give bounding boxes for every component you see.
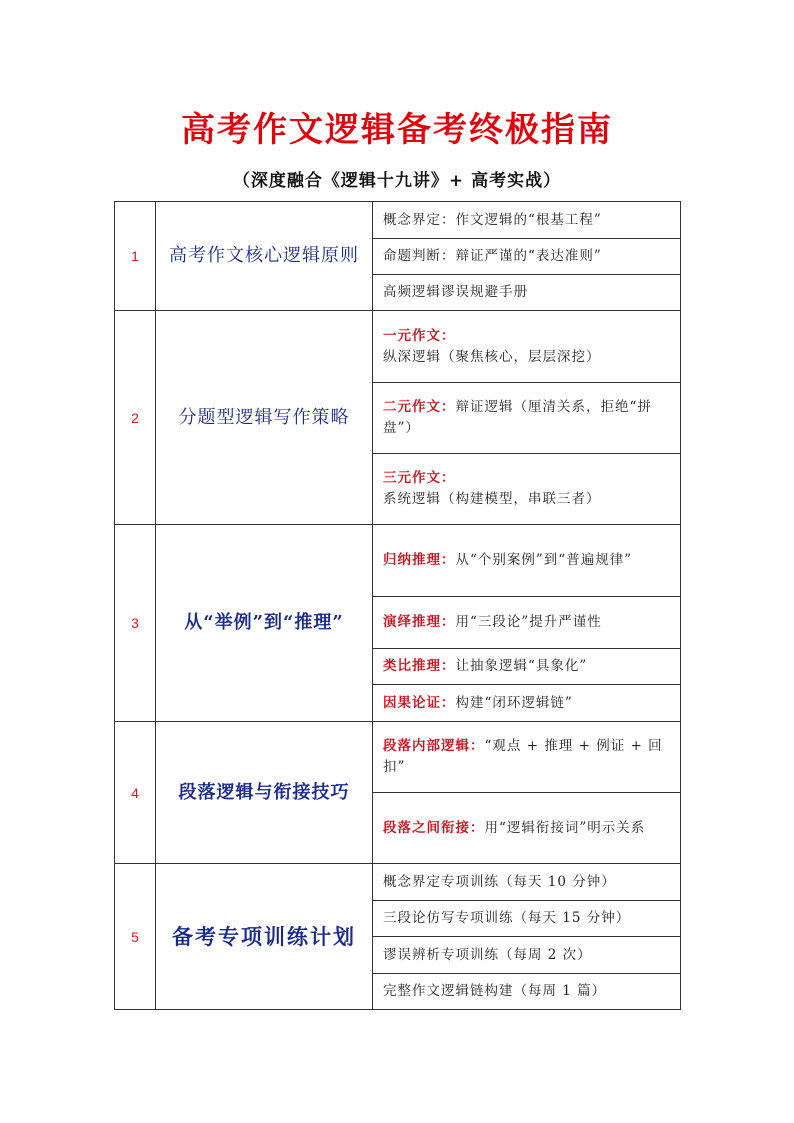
item-text: “观点 + 推理 + 例证 + 回扣” <box>383 738 663 775</box>
section-number: 3 <box>115 525 156 722</box>
table-row <box>115 525 681 597</box>
section-item <box>373 901 681 937</box>
section-item <box>373 722 681 793</box>
page-subtitle: （深度融合《逻辑十九讲》+ 高考实战） <box>232 171 562 191</box>
item-text: 从“个别案例”到“普遍规律” <box>455 552 633 568</box>
section-item <box>373 649 681 685</box>
section-title: 段落逻辑与衔接技巧 <box>156 722 373 864</box>
item-text: 系统逻辑（构建模型，串联三者） <box>383 491 601 507</box>
item-text: 用“三段论”提升严谨性 <box>455 614 602 630</box>
item-text: 辩证逻辑（厘清关系，拒绝“拼盘”） <box>383 399 652 436</box>
guide-table <box>114 201 681 1010</box>
item-lead: 因果论证： <box>383 694 456 711</box>
item-text: 用“逻辑衔接词”明示关系 <box>484 819 646 836</box>
item-text: 完整作文逻辑链构建（每周 1 篇） <box>383 983 607 999</box>
item-lead: 三元作文： <box>383 470 456 486</box>
section-item <box>373 525 681 597</box>
table-row <box>115 722 681 793</box>
section-item <box>373 275 681 311</box>
section-title: 备考专项训练计划 <box>156 864 373 1010</box>
item-text: 谬误辨析专项训练（每周 2 次） <box>383 946 592 963</box>
section-title: 分题型逻辑写作策略 <box>156 311 373 525</box>
table-row <box>115 311 681 383</box>
item-lead: 类比推理： <box>383 658 456 674</box>
section-item <box>373 239 681 275</box>
item-lead: 段落之间衔接： <box>383 819 485 836</box>
table-row <box>115 864 681 901</box>
section-item <box>373 685 681 722</box>
section-item <box>373 311 681 383</box>
section-item <box>373 383 681 454</box>
section-item <box>373 454 681 525</box>
item-lead: 段落内部逻辑： <box>383 738 485 754</box>
item-lead: 二元作文： <box>383 399 456 415</box>
table-row <box>115 202 681 239</box>
section-item <box>373 202 681 239</box>
item-text: 三段论仿写专项训练（每天 15 分钟） <box>383 910 631 926</box>
item-text: 构建“闭环逻辑链” <box>455 694 573 711</box>
item-text: 命题判断：辩证严谨的“表达准则” <box>383 248 602 264</box>
section-title: 从“举例”到“推理” <box>156 525 373 722</box>
section-number: 5 <box>115 864 156 1010</box>
item-lead: 一元作文： <box>383 327 456 344</box>
item-text: 概念界定专项训练（每天 10 分钟） <box>383 873 616 890</box>
section-item <box>373 937 681 974</box>
item-text: 高频逻辑谬误规避手册 <box>383 284 528 300</box>
page-title: 高考作文逻辑备考终极指南 <box>181 110 613 150</box>
section-number: 1 <box>115 202 156 311</box>
item-lead: 归纳推理： <box>383 552 456 568</box>
item-text: 纵深逻辑（聚焦核心，层层深挖） <box>383 348 601 365</box>
section-item <box>373 974 681 1010</box>
section-title: 高考作文核心逻辑原则 <box>156 202 373 311</box>
item-text: 让抽象逻辑“具象化” <box>455 658 588 674</box>
section-item <box>373 864 681 901</box>
section-item <box>373 793 681 864</box>
section-number: 4 <box>115 722 156 864</box>
section-item <box>373 597 681 649</box>
section-number: 2 <box>115 311 156 525</box>
item-lead: 演绎推理： <box>383 614 456 630</box>
item-text: 概念界定：作文逻辑的“根基工程” <box>383 211 602 228</box>
